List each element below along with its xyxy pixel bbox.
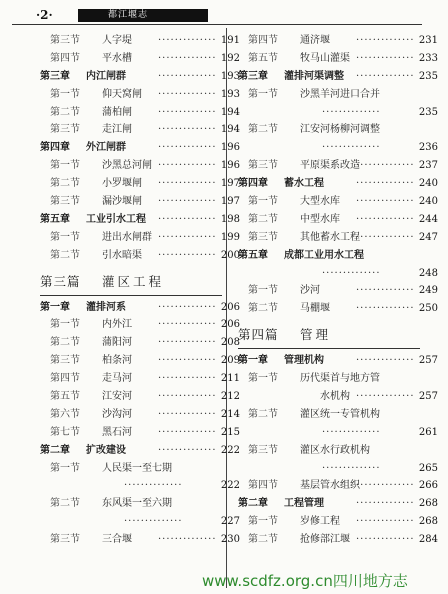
toc-entry-section xyxy=(238,300,438,318)
watermark: www.scdfz.org.cn四川地方志 xyxy=(202,572,408,590)
entry-page-number: 266 xyxy=(418,480,438,492)
entry-page-number: 214 xyxy=(220,408,240,420)
entry-label: 第一节 xyxy=(248,88,278,100)
leader-dots: ·············· xyxy=(158,35,217,46)
entry-page-number: 265 xyxy=(418,462,438,474)
entry-title: 灌区水行政机构 xyxy=(300,444,370,456)
toc-entry-section xyxy=(40,175,240,193)
entry-title: 内江闸群 xyxy=(86,70,126,82)
leader-dots: ·············· xyxy=(356,534,415,546)
entry-label: 第三节 xyxy=(248,231,278,243)
toc-entry-chapter xyxy=(238,68,438,86)
entry-page-number: 261 xyxy=(418,426,438,438)
leader-dots: ·············· xyxy=(322,267,381,279)
toc-entry-chapter xyxy=(238,352,438,370)
entry-page-number: 235 xyxy=(418,70,438,82)
entry-title: 引水暗渠 xyxy=(102,249,142,261)
toc-entry-cont xyxy=(238,388,438,406)
entry-title: 沙黑总河闸 xyxy=(102,160,152,172)
entry-title: 蒲阳河 xyxy=(102,337,132,349)
entry-page-number: 209 xyxy=(220,355,240,367)
leader-dots: ·············· xyxy=(356,178,415,190)
entry-page-number: 236 xyxy=(418,142,438,154)
toc-entry-section xyxy=(238,157,438,175)
entry-title: 沙河 xyxy=(300,285,320,297)
leader-dots: ·············· xyxy=(158,444,217,456)
entry-page-number: 208 xyxy=(220,337,240,349)
entry-label: 第四章 xyxy=(40,142,70,154)
entry-title: 历代渠首与地方管 xyxy=(300,373,380,385)
toc-entry-section xyxy=(238,370,438,388)
toc-entry-section xyxy=(40,334,240,352)
page-number: ·2· xyxy=(36,8,53,22)
entry-page-number: 193 xyxy=(220,88,240,100)
entry-title: 沙黑羊河进口合并 xyxy=(300,88,380,100)
toc-entry-section xyxy=(40,104,240,122)
entry-page-number: 197 xyxy=(220,178,240,190)
entry-title: 马棚堰 xyxy=(300,303,330,315)
entry-label: 第一节 xyxy=(50,462,80,474)
entry-label: 第四节 xyxy=(248,480,278,492)
leader-dots: ·············· xyxy=(158,160,217,172)
entry-page-number: 247 xyxy=(418,231,438,243)
toc-entry-section xyxy=(238,531,438,549)
entry-label: 第三节 xyxy=(50,124,80,136)
leader-dots: ·············· xyxy=(158,355,217,367)
entry-label: 第二节 xyxy=(50,337,80,349)
entry-page-number: 197 xyxy=(220,196,240,208)
entry-page-number: 196 xyxy=(220,160,240,172)
entry-page-number: 233 xyxy=(418,52,438,64)
entry-title: 人字堤 xyxy=(102,35,132,46)
part-rule xyxy=(238,348,420,349)
entry-label: 第五节 xyxy=(248,52,278,64)
toc-entry-section xyxy=(40,370,240,388)
toc-entry-section xyxy=(238,121,438,139)
entry-title: 灌排河渠调整 xyxy=(284,70,344,82)
leader-dots: ·············· xyxy=(322,426,381,438)
entry-page-number: 250 xyxy=(418,303,438,315)
entry-title: 江安河 xyxy=(102,391,132,403)
entry-title: 平原渠系改造 xyxy=(300,160,360,172)
entry-label: 第一章 xyxy=(238,355,268,367)
toc-entry-section xyxy=(238,513,438,531)
entry-page-number: 194 xyxy=(220,124,240,136)
entry-title: 外江闸群 xyxy=(86,142,126,154)
toc-entry-section xyxy=(238,442,438,460)
leader-dots: ·············· xyxy=(158,124,217,136)
toc-entry-section xyxy=(40,460,240,478)
entry-label: 第二节 xyxy=(248,303,278,315)
leader-dots: ·············· xyxy=(356,196,415,208)
entry-title: 其他蓄水工程 xyxy=(300,231,360,243)
entry-page-number: 284 xyxy=(418,534,438,546)
entry-title: 平水槽 xyxy=(102,52,132,64)
leader-dots: ·············· xyxy=(158,319,217,331)
leader-dots: ·············· xyxy=(158,373,217,385)
entry-label: 第一节 xyxy=(50,88,80,100)
toc-entry-chapter xyxy=(238,495,438,513)
leader-dots: ·············· xyxy=(322,462,381,474)
leader-dots: ·············· xyxy=(356,391,415,403)
leader-dots: ·············· xyxy=(158,88,217,100)
leader-dots: ·············· xyxy=(158,337,217,349)
toc-entry-section xyxy=(40,86,240,104)
entry-title: 三合堰 xyxy=(102,534,132,546)
entry-page-number: 235 xyxy=(418,106,438,118)
entry-title: 江安河杨柳河调整 xyxy=(300,124,380,136)
entry-label: 第四节 xyxy=(50,373,80,385)
entry-title: 沙沟河 xyxy=(102,408,132,420)
toc-entry-section xyxy=(40,121,240,139)
toc-entry-section xyxy=(238,477,438,495)
leader-dots: ·············· xyxy=(158,426,217,438)
leader-dots: ·············· xyxy=(158,196,217,208)
toc-right-column xyxy=(238,32,438,549)
toc-entry-section xyxy=(40,247,240,265)
entry-label: 第三节 xyxy=(50,35,80,46)
toc-entry-section xyxy=(40,531,240,549)
entry-title: 工程管理 xyxy=(284,498,324,510)
entry-page-number: 206 xyxy=(220,319,240,331)
toc-entry-part xyxy=(238,318,438,352)
entry-label: 第三节 xyxy=(50,196,80,208)
entry-title: 工业引水工程 xyxy=(86,213,146,225)
toc-entry-section xyxy=(40,193,240,211)
book-title: 都江堰志 xyxy=(108,10,149,20)
toc-entry-section xyxy=(238,50,438,68)
leader-dots: ·············· xyxy=(356,480,415,492)
leader-dots: ·············· xyxy=(158,106,217,118)
page-header xyxy=(22,8,432,24)
toc-entry-section xyxy=(238,193,438,211)
entry-title: 中型水库 xyxy=(300,213,340,225)
toc-entry-section xyxy=(40,424,240,442)
entry-label: 第四章 xyxy=(238,178,268,190)
header-band xyxy=(78,9,208,22)
toc-entry-chapter xyxy=(40,299,240,317)
entry-label: 第四节 xyxy=(50,52,80,64)
entry-page-number: 199 xyxy=(220,231,240,243)
entry-page-number: 200 xyxy=(220,249,240,261)
entry-page-number: 222 xyxy=(220,444,240,456)
leader-dots: ·············· xyxy=(356,213,415,225)
leader-dots: ·············· xyxy=(158,249,217,261)
leader-dots: ·············· xyxy=(356,52,415,64)
toc-entry-chapter xyxy=(40,139,240,157)
entry-page-number: 248 xyxy=(418,267,438,279)
entry-title: 仰天窝闸 xyxy=(102,88,142,100)
entry-page-number: 211 xyxy=(220,373,240,385)
entry-label: 第三节 xyxy=(50,534,80,546)
leader-dots: ·············· xyxy=(356,35,415,46)
toc-entry-chapter xyxy=(238,175,438,193)
entry-label: 第四节 xyxy=(248,35,278,46)
toc-entry-cont xyxy=(40,477,240,495)
toc-entry-cont xyxy=(238,139,438,157)
entry-title: 岁修工程 xyxy=(300,516,340,528)
entry-title: 小罗堰闸 xyxy=(102,178,142,190)
toc-entry-section xyxy=(238,282,438,300)
entry-label: 第一节 xyxy=(50,160,80,172)
entry-title: 走马河 xyxy=(102,373,132,385)
leader-dots: ·············· xyxy=(356,70,415,82)
entry-title: 扩改建设 xyxy=(86,444,126,456)
toc-entry-section xyxy=(40,32,240,50)
leader-dots: ·············· xyxy=(356,160,415,172)
entry-title: 人民渠一至七期 xyxy=(102,462,172,474)
entry-page-number: 240 xyxy=(418,178,438,190)
entry-label: 第二节 xyxy=(50,106,80,118)
entry-page-number: 193 xyxy=(220,70,240,82)
toc-entry-section xyxy=(238,229,438,247)
entry-label: 第五章 xyxy=(238,249,268,261)
entry-page-number: 240 xyxy=(418,196,438,208)
entry-title: 蒲柏闸 xyxy=(102,106,132,118)
entry-title: 管理 xyxy=(300,327,332,343)
entry-label: 第一节 xyxy=(248,285,278,297)
entry-title: 内外江 xyxy=(102,319,132,331)
entry-page-number: 249 xyxy=(418,285,438,297)
toc-entry-chapter xyxy=(40,211,240,229)
entry-page-number: 206 xyxy=(220,301,240,313)
entry-page-number: 196 xyxy=(220,142,240,154)
toc-entry-section xyxy=(40,157,240,175)
entry-label: 第一节 xyxy=(50,231,80,243)
leader-dots: ·············· xyxy=(158,408,217,420)
leader-dots: ·············· xyxy=(356,231,415,243)
toc-entry-section xyxy=(238,86,438,104)
entry-label: 第四篇 xyxy=(238,327,279,343)
entry-title: 东风渠一至六期 xyxy=(102,498,172,510)
entry-page-number: 215 xyxy=(220,426,240,438)
part-rule xyxy=(40,295,222,296)
entry-title: 黑石河 xyxy=(102,426,132,438)
entry-title: 蓄水工程 xyxy=(284,178,324,190)
entry-title: 灌区统一专管机构 xyxy=(300,408,380,420)
entry-page-number: 230 xyxy=(220,534,240,546)
entry-page-number: 222 xyxy=(220,480,240,492)
entry-page-number: 212 xyxy=(220,391,240,403)
entry-page-number: 198 xyxy=(220,213,240,225)
entry-page-number: 237 xyxy=(418,160,438,172)
toc-entry-chapter xyxy=(40,442,240,460)
leader-dots: ·············· xyxy=(356,498,415,510)
leader-dots: ·············· xyxy=(356,285,415,297)
entry-title: 漏沙堰闸 xyxy=(102,196,142,208)
entry-title: 灌排河系 xyxy=(86,301,126,313)
header-rule xyxy=(12,24,422,25)
entry-label: 第一节 xyxy=(50,319,80,331)
entry-label: 第七节 xyxy=(50,426,80,438)
entry-title: 大型水库 xyxy=(300,196,340,208)
toc-entry-section xyxy=(238,32,438,50)
leader-dots: ·············· xyxy=(158,301,217,313)
toc-entry-cont xyxy=(238,265,438,283)
toc-entry-section xyxy=(238,211,438,229)
leader-dots: ·············· xyxy=(158,231,217,243)
entry-title: 灌区工程 xyxy=(102,273,165,289)
entry-label: 第三篇 xyxy=(40,273,81,289)
entry-label: 第五章 xyxy=(40,213,70,225)
entry-page-number: 257 xyxy=(418,355,438,367)
toc-entry-part xyxy=(40,265,240,299)
toc-entry-section xyxy=(40,50,240,68)
entry-label: 第二节 xyxy=(50,249,80,261)
entry-label: 第三节 xyxy=(248,444,278,456)
entry-page-number: 231 xyxy=(418,35,438,46)
entry-title: 牧马山灌渠 xyxy=(300,52,350,64)
toc-entry-section xyxy=(40,495,240,513)
entry-title: 抢修部江堰 xyxy=(300,534,350,546)
entry-label: 第二节 xyxy=(248,124,278,136)
entry-label: 第三章 xyxy=(238,70,268,82)
entry-title: 水机构 xyxy=(320,391,350,403)
entry-label: 第五节 xyxy=(50,391,80,403)
entry-label: 第二节 xyxy=(50,178,80,190)
entry-page-number: 244 xyxy=(418,213,438,225)
leader-dots: ·············· xyxy=(158,70,217,82)
entry-label: 第一节 xyxy=(248,373,278,385)
entry-label: 第二节 xyxy=(248,213,278,225)
entry-label: 第三章 xyxy=(40,70,70,82)
entry-label: 第六节 xyxy=(50,408,80,420)
entry-page-number: 191 xyxy=(220,35,240,46)
entry-page-number: 268 xyxy=(418,516,438,528)
entry-title: 基层管水组织 xyxy=(300,480,360,492)
toc-entry-section xyxy=(40,388,240,406)
leader-dots: ·············· xyxy=(158,213,217,225)
entry-page-number: 268 xyxy=(418,498,438,510)
entry-label: 第二章 xyxy=(238,498,268,510)
entry-page-number: 192 xyxy=(220,52,240,64)
entry-label: 第二节 xyxy=(248,534,278,546)
toc-left-column xyxy=(40,32,240,549)
entry-label: 第二节 xyxy=(50,498,80,510)
entry-title: 管理机构 xyxy=(284,355,324,367)
entry-label: 第一节 xyxy=(248,516,278,528)
entry-label: 第三节 xyxy=(50,355,80,367)
leader-dots: ·············· xyxy=(356,303,415,315)
entry-title: 通济堰 xyxy=(300,35,330,46)
toc-entry-section xyxy=(40,316,240,334)
entry-title: 走江闸 xyxy=(102,124,132,136)
toc-entry-cont xyxy=(238,104,438,122)
leader-dots: ·············· xyxy=(124,480,183,492)
entry-page-number: 257 xyxy=(418,391,438,403)
leader-dots: ·············· xyxy=(158,534,217,546)
toc-entry-section xyxy=(40,406,240,424)
entry-label: 第三节 xyxy=(248,160,278,172)
toc-entry-chapter xyxy=(238,247,438,265)
toc-entry-section xyxy=(238,406,438,424)
entry-page-number: 194 xyxy=(220,106,240,118)
entry-title: 进出水闸群 xyxy=(102,231,152,243)
toc-entry-section xyxy=(40,352,240,370)
leader-dots: ·············· xyxy=(158,178,217,190)
toc-entry-chapter xyxy=(40,68,240,86)
leader-dots: ·············· xyxy=(124,516,183,528)
entry-title: 成都工业用水工程 xyxy=(284,249,364,261)
leader-dots: ·············· xyxy=(356,516,415,528)
entry-label: 第二章 xyxy=(40,444,70,456)
leader-dots: ·············· xyxy=(158,142,217,154)
entry-label: 第二节 xyxy=(248,408,278,420)
toc-entry-section xyxy=(40,229,240,247)
entry-title: 柏条河 xyxy=(102,355,132,367)
toc-entry-cont xyxy=(238,424,438,442)
entry-label: 第一章 xyxy=(40,301,70,313)
leader-dots: ·············· xyxy=(322,106,381,118)
leader-dots: ·············· xyxy=(356,355,415,367)
leader-dots: ·············· xyxy=(158,52,217,64)
leader-dots: ·············· xyxy=(322,142,381,154)
entry-label: 第一节 xyxy=(248,196,278,208)
leader-dots: ·············· xyxy=(158,391,217,403)
toc-entry-cont xyxy=(40,513,240,531)
entry-page-number: 227 xyxy=(220,516,240,528)
toc-entry-cont xyxy=(238,460,438,478)
